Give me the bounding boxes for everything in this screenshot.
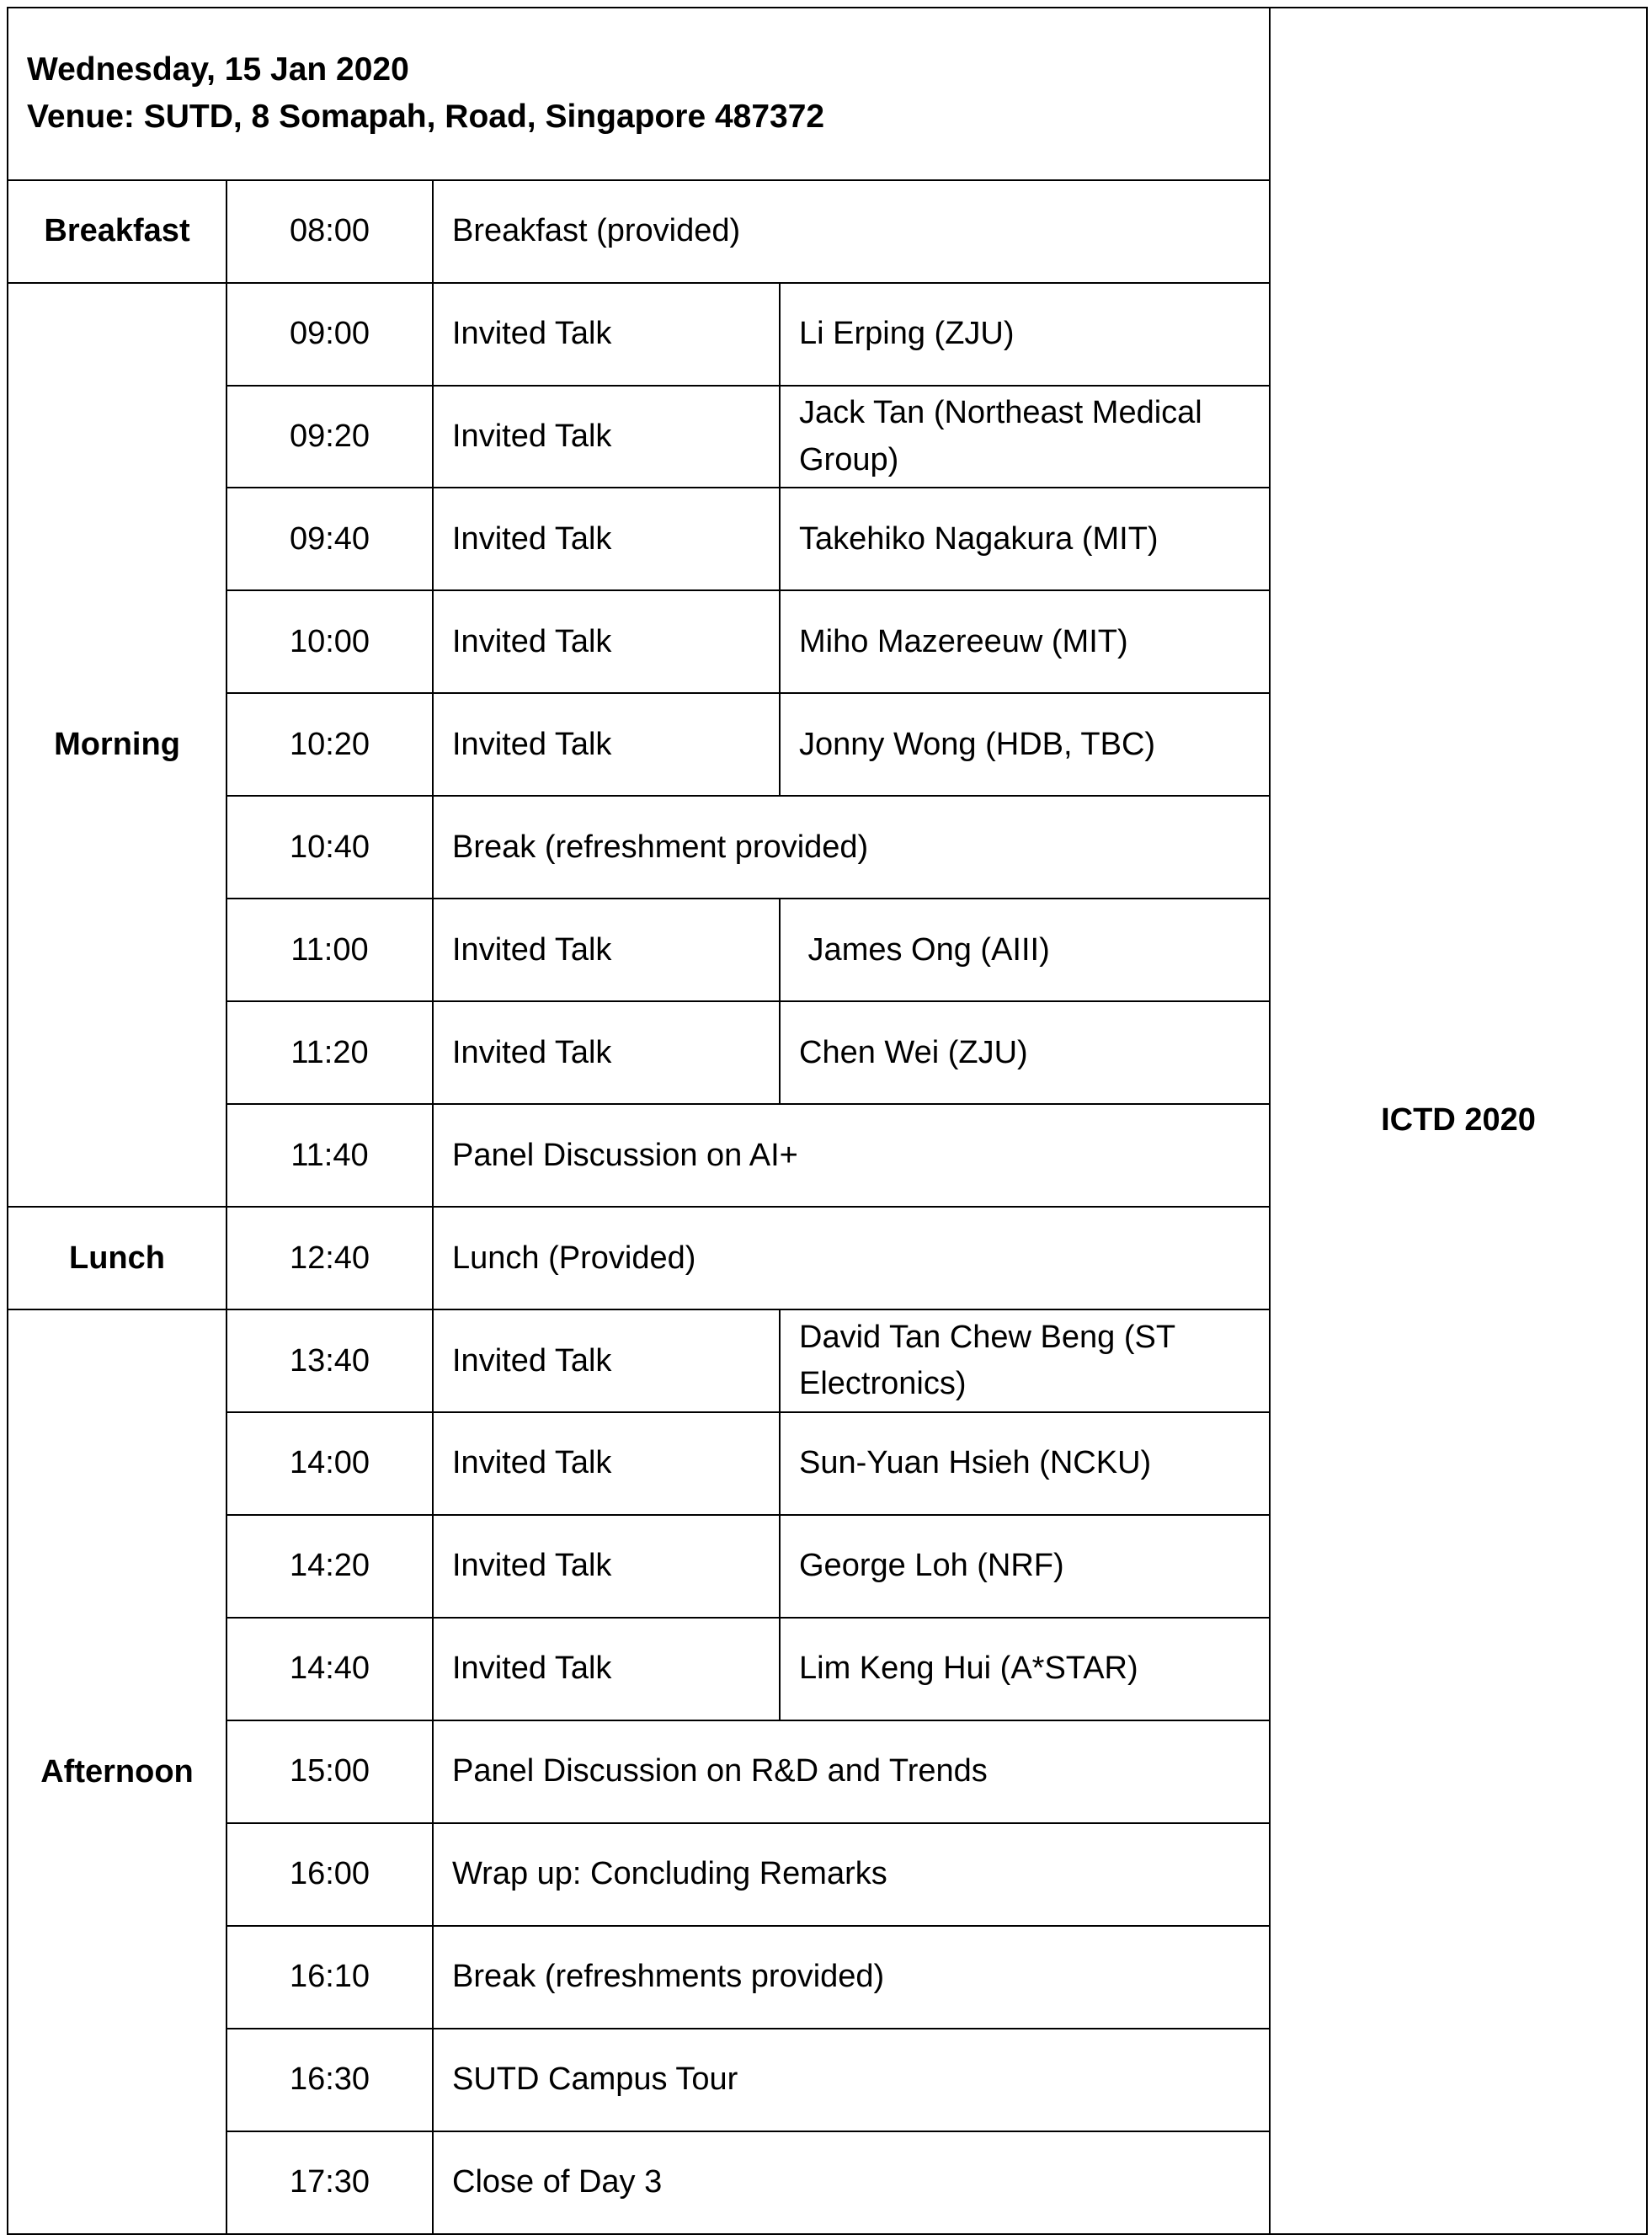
speaker-cell: Jack Tan (Northeast Medical Group) (780, 386, 1270, 488)
session-lunch: Lunch (8, 1207, 226, 1309)
session-afternoon: Afternoon (8, 1309, 226, 2234)
speaker-cell: David Tan Chew Beng (ST Electronics) (780, 1309, 1270, 1412)
activity-cell: Panel Discussion on R&D and Trends (433, 1720, 1270, 1823)
activity-cell: Invited Talk (433, 1309, 780, 1412)
time-cell: 14:00 (226, 1412, 433, 1515)
speaker-cell: Li Erping (ZJU) (780, 283, 1270, 386)
activity-cell: Wrap up: Concluding Remarks (433, 1823, 1270, 1926)
time-cell: 11:20 (226, 1001, 433, 1104)
session-morning: Morning (8, 283, 226, 1208)
speaker-cell: Chen Wei (ZJU) (780, 1001, 1270, 1104)
speaker-cell: Jonny Wong (HDB, TBC) (780, 693, 1270, 796)
activity-cell: Breakfast (provided) (433, 180, 1270, 283)
speaker-cell: Miho Mazereeuw (MIT) (780, 590, 1270, 693)
activity-cell: Break (refreshments provided) (433, 1926, 1270, 2029)
speaker-cell: George Loh (NRF) (780, 1515, 1270, 1618)
session-breakfast: Breakfast (8, 180, 226, 283)
time-cell: 09:40 (226, 488, 433, 590)
activity-cell: Invited Talk (433, 899, 780, 1001)
speaker-cell: Takehiko Nagakura (MIT) (780, 488, 1270, 590)
speaker-cell: Sun-Yuan Hsieh (NCKU) (780, 1412, 1270, 1515)
schedule-table (7, 7, 1648, 2235)
venue-heading: Venue: SUTD, 8 Somapah, Road, Singapore 487372 (27, 99, 825, 136)
time-cell: 09:20 (226, 386, 433, 488)
activity-cell: Invited Talk (433, 590, 780, 693)
time-cell: 10:00 (226, 590, 433, 693)
time-cell: 17:30 (226, 2131, 433, 2234)
time-cell: 16:00 (226, 1823, 433, 1926)
time-cell: 10:20 (226, 693, 433, 796)
activity-cell: Lunch (Provided) (433, 1207, 1270, 1309)
time-cell: 09:00 (226, 283, 433, 386)
activity-cell: Panel Discussion on AI+ (433, 1104, 1270, 1207)
activity-cell: Invited Talk (433, 1412, 780, 1515)
time-cell: 12:40 (226, 1207, 433, 1309)
event-label: ICTD 2020 (1270, 8, 1647, 2234)
speaker-cell: Lim Keng Hui (A*STAR) (780, 1618, 1270, 1720)
time-cell: 11:40 (226, 1104, 433, 1207)
schedule-header (8, 8, 1270, 180)
activity-cell: Invited Talk (433, 693, 780, 796)
time-cell: 16:10 (226, 1926, 433, 2029)
activity-cell: Invited Talk (433, 1515, 780, 1618)
activity-cell: Invited Talk (433, 283, 780, 386)
time-cell: 10:40 (226, 796, 433, 899)
time-cell: 13:40 (226, 1309, 433, 1412)
time-cell: 15:00 (226, 1720, 433, 1823)
time-cell: 16:30 (226, 2029, 433, 2131)
activity-cell: Close of Day 3 (433, 2131, 1270, 2234)
time-cell: 08:00 (226, 180, 433, 283)
activity-cell: SUTD Campus Tour (433, 2029, 1270, 2131)
time-cell: 11:00 (226, 899, 433, 1001)
speaker-cell: James Ong (AIII) (780, 899, 1270, 1001)
activity-cell: Invited Talk (433, 386, 780, 488)
activity-cell: Invited Talk (433, 488, 780, 590)
activity-cell: Invited Talk (433, 1001, 780, 1104)
time-cell: 14:40 (226, 1618, 433, 1720)
date-heading: Wednesday, 15 Jan 2020 (27, 51, 409, 88)
activity-cell: Invited Talk (433, 1618, 780, 1720)
time-cell: 14:20 (226, 1515, 433, 1618)
activity-cell: Break (refreshment provided) (433, 796, 1270, 899)
